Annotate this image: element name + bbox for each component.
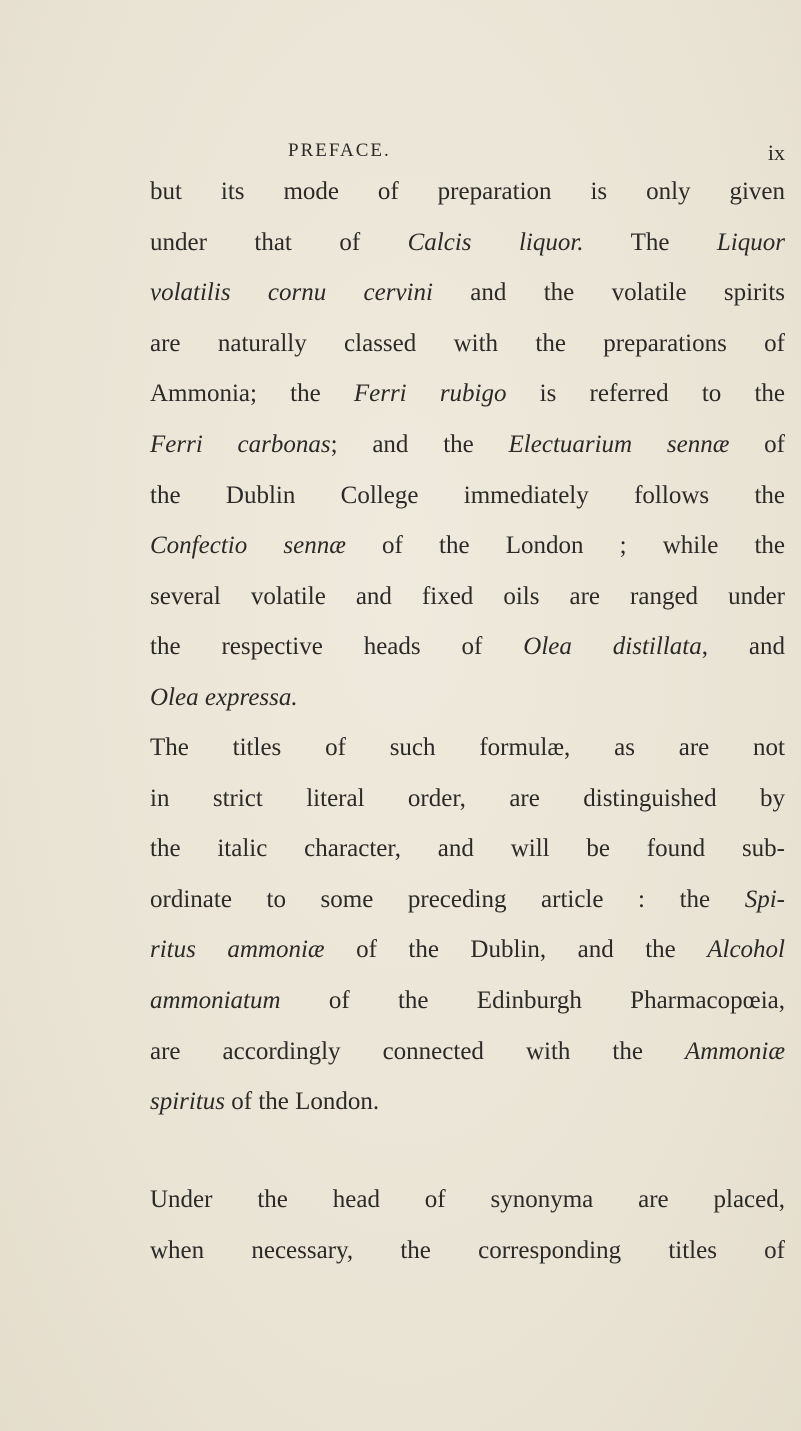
text-line [150,379,785,409]
text-segment: Under the head of synonyma are placed, [150,1186,785,1213]
page-header [150,140,785,170]
text-line [150,784,785,814]
text-segment: under that of [150,228,408,256]
text-line [150,582,785,612]
text-line [150,733,785,763]
text-line [150,531,785,561]
text-segment: and the volatile spirits [432,279,785,307]
italic-text: spiritus [150,1088,226,1116]
text-segment: are naturally classed with the preparations of [150,329,785,357]
italic-text: ammoniatum [150,987,281,1014]
text-line [150,885,785,915]
italic-text: Calcis liquor. [407,228,584,256]
text-line [150,1037,785,1067]
text-line [150,1185,785,1215]
text-line [150,1236,785,1266]
text-line [150,683,785,713]
text-segment: the Dublin College immediately follows the [150,481,785,509]
italic-text: volatilis cornu cervini [150,279,433,307]
text-segment: of the London ; while the [345,532,785,560]
italic-text: Olea expressa. [150,684,298,711]
italic-text: ritus ammoniæ [150,936,325,964]
italic-text: Electuarium sennæ [508,431,730,458]
text-segment: The [583,228,717,256]
running-title: PREFACE. [288,140,391,161]
text-segment: is referred to the [506,380,785,408]
text-segment: the italic character, and will be found sub- [150,835,785,863]
text-line [150,632,785,662]
text-segment: of [729,431,786,458]
italic-text: Ammoniæ [685,1037,785,1065]
italic-text: Olea distillata [523,633,702,661]
text-segment: but its mode of preparation is only given [150,178,785,205]
text-line [150,935,785,965]
text-segment: The titles of such formulæ, as are not [150,734,785,761]
text-segment: of the London. [225,1088,380,1116]
text-line [150,834,785,864]
italic-text: Alcohol [707,936,785,964]
text-segment: are accordingly connected with the [150,1037,685,1065]
italic-text: Ferri rubigo [353,380,507,408]
page-number: ix [767,140,785,165]
text-line [150,1087,785,1117]
text-segment: ordinate to some preceding article : the [150,885,745,913]
italic-text: Spi- [744,885,785,913]
text-line [150,228,785,258]
text-line [150,481,785,511]
text-segment: several volatile and fixed oils are ranged under [150,582,785,610]
text-segment: ; and the [330,431,509,458]
text-segment: , and [701,633,785,661]
text-line [150,329,785,359]
text-segment: the respective heads of [150,633,524,661]
text-line [150,430,785,460]
italic-text: Ferri carbonas [150,431,331,458]
text-segment: Ammonia; the [150,380,354,408]
text-segment: in strict literal order, are distinguished by [150,784,785,812]
italic-text: Confectio sennæ [150,532,346,560]
text-segment: of the Dublin, and the [324,936,708,964]
text-line [150,278,785,308]
text-line [150,986,785,1016]
text-line [150,177,785,207]
italic-text: Liquor [716,228,785,256]
text-segment: of the Edinburgh Pharmacopœia, [280,987,785,1014]
text-segment: when necessary, the corresponding titles of [150,1236,785,1264]
